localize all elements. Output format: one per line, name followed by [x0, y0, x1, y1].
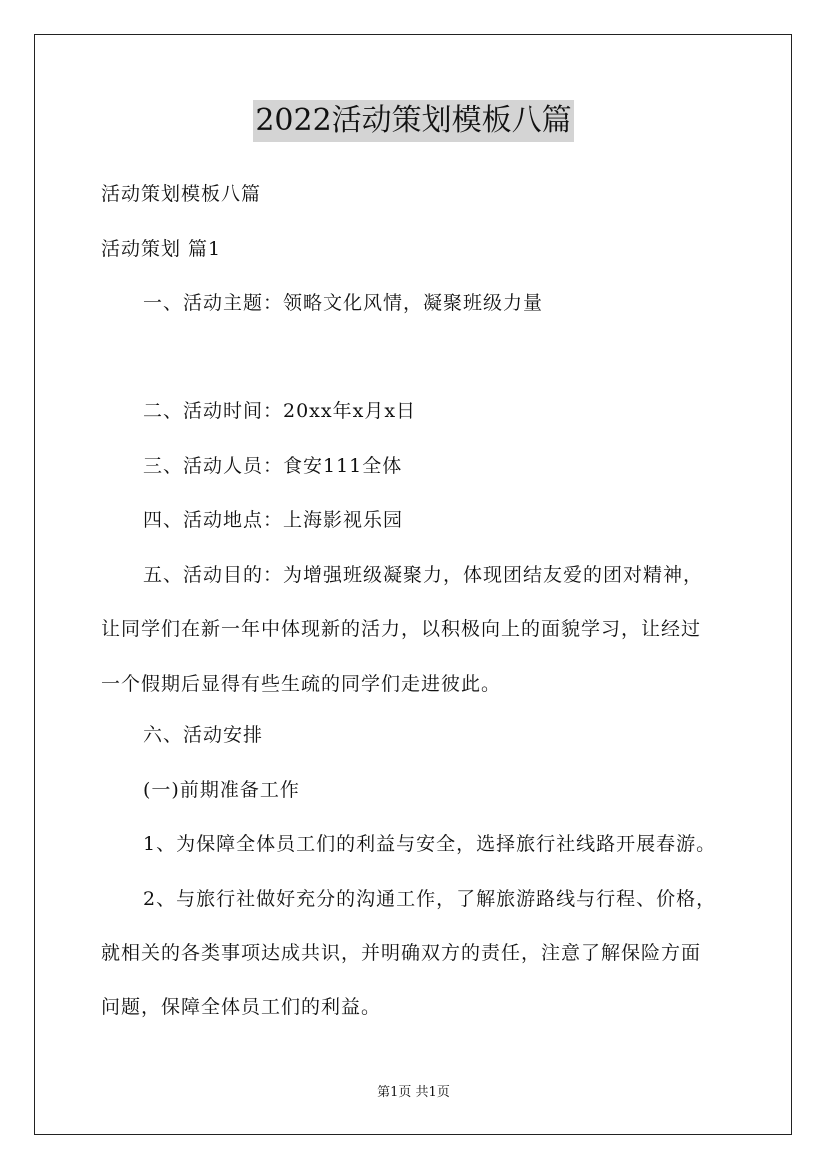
- paragraph-line: 五、活动目的：为增强班级凝聚力，体现团结友爱的团对精神，: [143, 564, 704, 586]
- paragraph-line: 四、活动地点：上海影视乐园: [143, 509, 404, 531]
- paragraph-line: 一个假期后显得有些生疏的同学们走进彼此。: [101, 673, 502, 695]
- paragraph-line: 二、活动时间：20xx年x月x日: [143, 400, 417, 422]
- paragraph-line: 让同学们在新一年中体现新的活力，以积极向上的面貌学习，让经过: [101, 618, 702, 640]
- page-number: 第1页 共1页: [377, 1085, 450, 1100]
- document-title: 2022活动策划模板八篇: [253, 100, 573, 142]
- paragraph-line: 2、与旅行社做好充分的沟通工作，了解旅游路线与行程、价格，: [143, 888, 717, 910]
- document-title-container: [0, 100, 827, 142]
- paragraph-line: 三、活动人员：食安111全体: [143, 455, 403, 477]
- paragraph-line: 六、活动安排: [143, 724, 264, 746]
- section-heading: 活动策划 篇1: [101, 238, 222, 260]
- paragraph-line: 就相关的各类事项达成共识，并明确双方的责任，注意了解保险方面: [101, 942, 702, 964]
- paragraph-line: (一)前期准备工作: [143, 779, 300, 801]
- paragraph-line: 一、活动主题：领略文化风情，凝聚班级力量: [143, 292, 544, 314]
- paragraph-line: 问题，保障全体员工们的利益。: [101, 996, 382, 1018]
- subtitle-line: 活动策划模板八篇: [101, 183, 262, 205]
- paragraph-line: 1、为保障全体员工们的利益与安全，选择旅行社线路开展春游。: [143, 833, 717, 855]
